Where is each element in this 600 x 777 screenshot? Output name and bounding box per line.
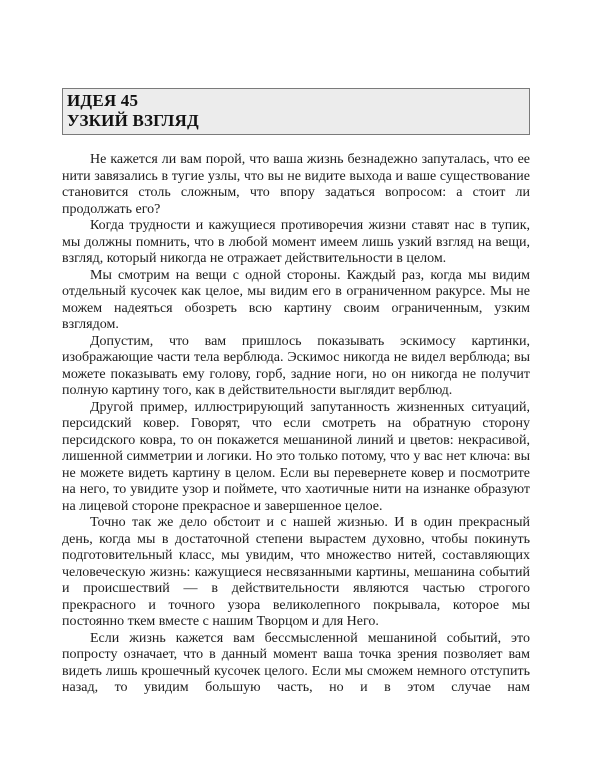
paragraph: Мы смотрим на вещи с одной стороны. Каждый раз, когда мы видим отдельный кусочек как целое, мы видим его в ограниченном ракурсе. Мы не можем надеяться обозреть всю картину своим ограниченным, узким взглядом. [62, 267, 530, 332]
paragraph: Когда трудности и кажущиеся противоречия жизни ставят нас в тупик, мы должны помнить, что в любой момент имеем лишь узкий взгляд на вещи, взгляд, который никогда не отражает действительности в целом. [62, 218, 530, 266]
chapter-title-box [62, 88, 530, 135]
paragraph: Точно так же дело обстоит и с нашей жизнью. И в один прекрасный день, когда мы в достаточной степени вырастем духовно, чтобы покинуть подготовительный класс, мы увидим, что множество нитей, составляющих человеческую жизнь: кажущиеся несвязанными картины, мешанина событий и происшествий — в действительности являются частью строгого прекрасного и точного узора великолепного покрывала, которое мы постоянно ткем вместе с нашим Творцом и для Него. [62, 515, 530, 629]
paragraph-continued-on-next-page: Если жизнь кажется вам бессмысленной мешаниной событий, это попросту означает, что в данный момент ваша точка зрения позволяет вам видеть лишь крошечный кусочек целого. Если мы сможем немного отступить назад, то увидим большую часть, но и в этом случае нам [62, 630, 530, 695]
chapter-body-text [62, 152, 530, 697]
paragraph: Не кажется ли вам порой, что ваша жизнь безнадежно запуталась, что ее нити завязались в тугие узлы, что вы не видите выхода и ваше существование становится столь сложным, что впору задаться вопросом: а стоит ли продолжать его? [62, 152, 530, 217]
chapter-number-heading: ИДЕЯ 45 [67, 91, 139, 110]
chapter-title-heading: УЗКИЙ ВЗГЛЯД [67, 111, 199, 130]
paragraph: Допустим, что вам пришлось показывать эскимосу картинки, изображающие части тела верблюда. Эскимос никогда не видел верблюда; вы можете показывать ему голову, горб, задние ноги, но он никогда не получит полную картину того, как в действительности выглядит верблюд. [62, 333, 530, 398]
paragraph: Другой пример, иллюстрирующий запутанность жизненных ситуаций, персидский ковер. Говорят, что если смотреть на обратную сторону персидского ковра, то он покажется мешаниной линий и цветов: некрасивой, лишенной симметрии и логики. Но это только потому, что у вас нет ключа: вы не можете видеть картину в целом. Если вы перевернете ковер и посмотрите на него, то увидите узор и поймете, что хаотичные нити на изнанке образуют на лицевой стороне прекрасное и завершенное целое. [62, 399, 530, 514]
